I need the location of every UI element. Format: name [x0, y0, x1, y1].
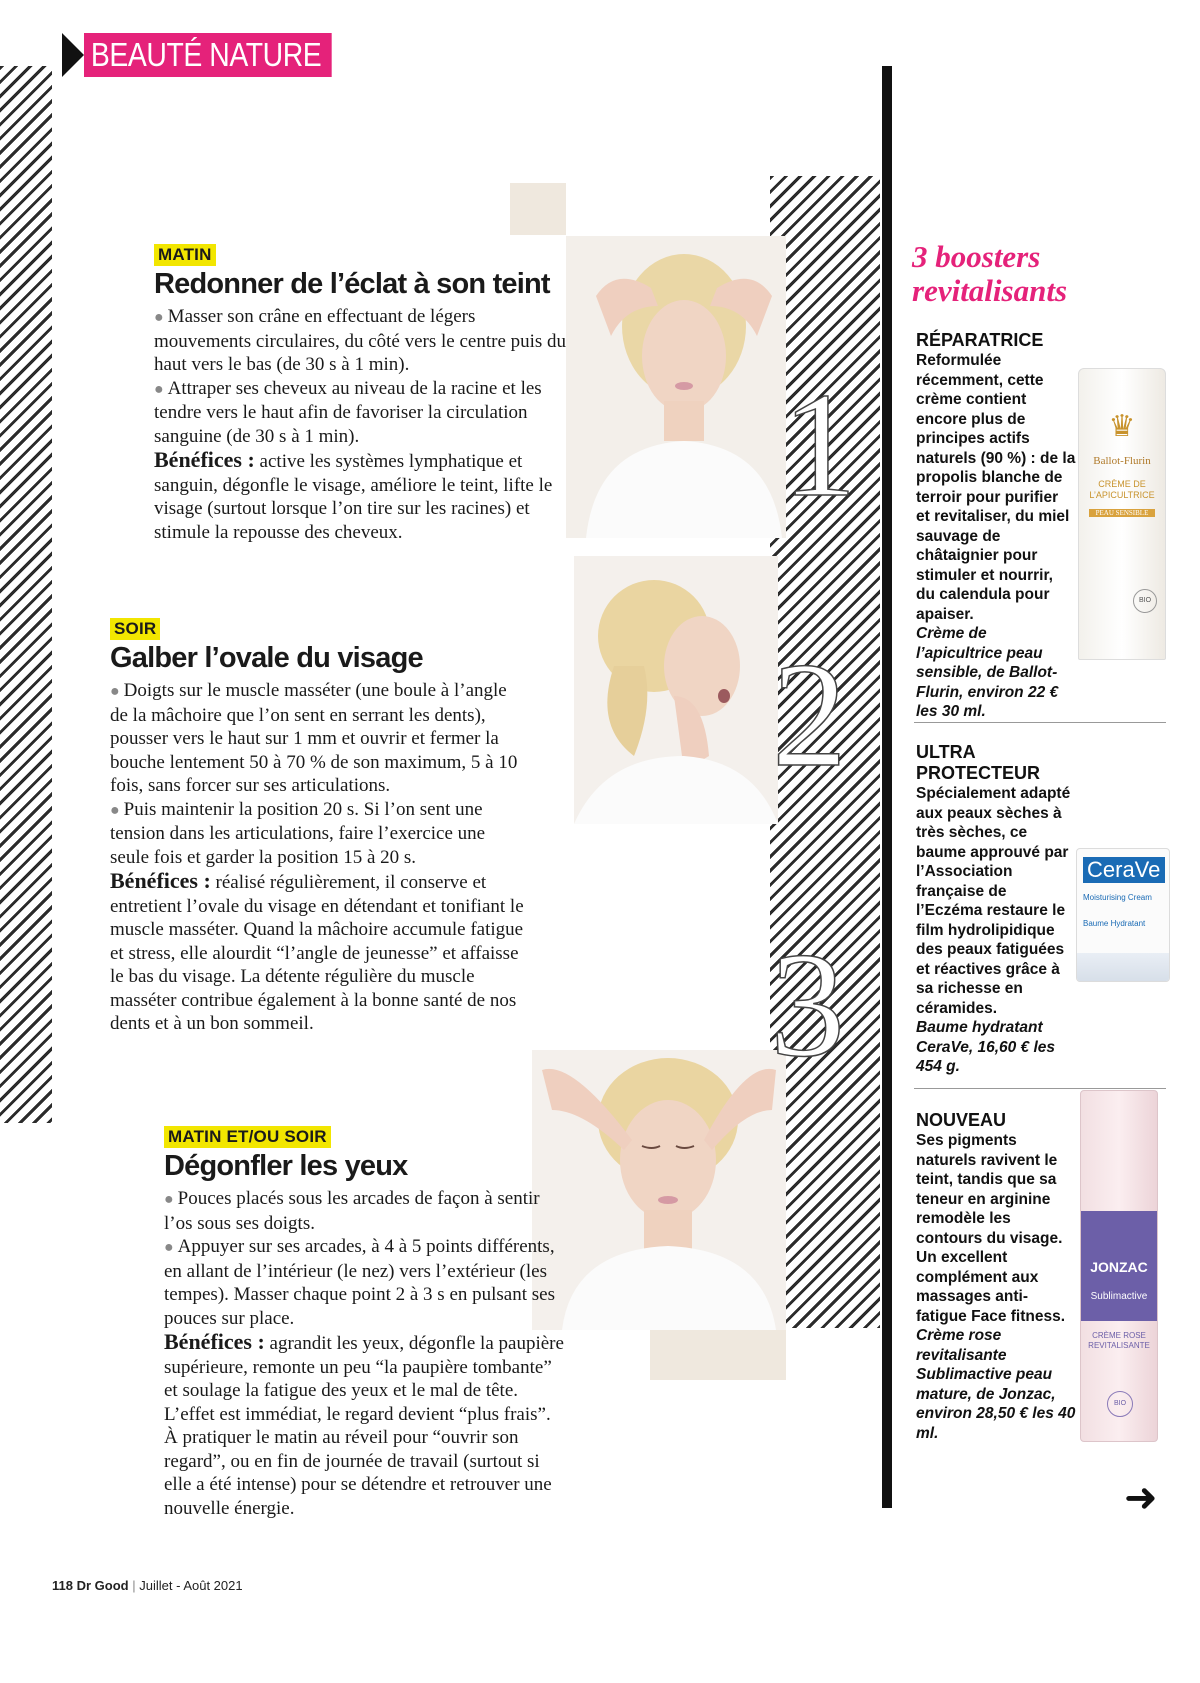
exercise-2-title: Galber l’ovale du visage	[110, 642, 423, 674]
sidebar-title-line: 3 boosters	[912, 239, 1041, 274]
product-1-pack-brand: Ballot-Flurin	[1093, 455, 1151, 467]
exercise-1-step: ● Attraper ses cheveux au niveau de la racine et les tendre vers le haut afin de favoriser la circulation sanguine (de 30 s à 1 min).	[154, 377, 542, 447]
sidebar-title	[912, 240, 1162, 308]
product-2	[916, 742, 1076, 1077]
product-2-description: Spécialement adapté aux peaux sèches à très sèches, ce baume approuvé par l’Association française de l’Eczéma restaure le film hydrolipidique des peaux fatiguées et réactives grâce à sa richesse en céramides.	[916, 785, 1071, 1017]
bullet-icon: ●	[154, 309, 168, 326]
product-2-pack-name: Moisturising Cream	[1083, 893, 1152, 902]
product-1-name: Crème de l’apicultrice peau sensible, de Ballot-Flurin, environ 22 € les 30 ml.	[916, 625, 1059, 720]
product-1-description: Reformulée récemment, cette crème contient encore plus de principes actifs naturels (90 %) : de la propolis blanche de terroir pour purifier et revitaliser, du miel sauvage de châtaignier pour stimuler et nourrir, du calendula pour apaiser.	[916, 352, 1076, 623]
product-1-pack	[1078, 368, 1166, 660]
sidebar-separator	[914, 722, 1166, 723]
bullet-icon: ●	[164, 1191, 178, 1208]
product-2-pack-sub: Baume Hydratant	[1083, 919, 1146, 928]
section-label: BEAUTÉ NATURE	[84, 33, 332, 77]
product-1-pack-name: CRÈME DE L’APICULTRICE	[1089, 479, 1155, 500]
exercise-3-benefits: Bénéfices : agrandit les yeux, dégonfle la paupière supérieure, remonte un peu “la paupière tombante” et soulage la fatigue des yeux et le mal de tête. L’effet est immédiat, le regard devient “plus frais”. À pratiquer le matin au réveil pour “ouvrir son regard”, ou en fin de journée de travail (surtout si elle a été intense) pour se détendre et retrouver une nouvelle énergie.	[164, 1329, 564, 1519]
bee-icon: ♛	[1108, 410, 1136, 443]
sidebar-title-line: revitalisants	[912, 273, 1068, 308]
exercise-1-benefits: Bénéfices : active les systèmes lymphatique et sanguin, dégonfle le visage, améliore le teint, lifte le visage (surtout lorsque l’on tire sur les racines) et stimule la repousse des cheveux.	[154, 447, 553, 543]
bullet-icon: ●	[164, 1239, 178, 1256]
exercise-1-step: ● Masser son crâne en effectuant de légers mouvements circulaires, du côté vers le centre puis du haut vers le bas (de 30 s à 1 min).	[154, 306, 567, 375]
exercise-3-title: Dégonfler les yeux	[164, 1150, 408, 1182]
exercise-2-kicker: SOIR	[110, 618, 160, 640]
product-3-pack-sub: CRÈME ROSE REVITALISANTE	[1088, 1331, 1150, 1350]
product-2-pack	[1076, 848, 1170, 982]
face-massage-photo-2	[574, 556, 778, 824]
product-3-pack-name: Sublimactive	[1090, 1291, 1148, 1302]
product-3-pack	[1080, 1090, 1158, 1442]
eye-massage-photo	[532, 1050, 786, 1330]
exercise-2-step: ● Puis maintenir la position 20 s. Si l’on sent une tension dans les articulations, faire l’exercice une seule fois et garder la position 15 à 20 s.	[110, 798, 486, 868]
next-page-arrow-icon: ➜	[1124, 1475, 1158, 1521]
exercise-3-step: ● Pouces placés sous les arcades de façon à sentir l’os sous ses doigts.	[164, 1188, 540, 1234]
page-number: 118	[52, 1578, 73, 1593]
bullet-icon: ●	[110, 801, 124, 819]
product-3-pack-brand: JONZAC	[1090, 1259, 1148, 1275]
exercise-2-body	[110, 679, 526, 1036]
exercise-1-body	[154, 305, 569, 544]
exercise-3-body	[164, 1187, 564, 1520]
exercise-2	[110, 618, 526, 1036]
photo-exercise-1	[566, 236, 786, 538]
bullet-icon: ●	[110, 683, 124, 700]
product-1-heading: RÉPARATRICE	[916, 330, 1044, 350]
column-divider	[882, 66, 892, 1508]
exercise-2-step: ● Doigts sur le muscle masséter (une boule à l’angle de la mâchoire que l’on sent en serrant les dents), pousser vers le haut sur 1 mm et ouvrir et fermer la bouche lentement 50 à 70 % de son maximum, 5 à 10 fois, sans forcer sur ses articulations.	[110, 680, 518, 796]
magazine-name: Dr Good	[76, 1578, 129, 1593]
exercise-1	[154, 244, 569, 544]
beige-bar	[510, 183, 566, 235]
photo-exercise-3	[532, 1050, 786, 1330]
step-number-2: 2	[772, 632, 847, 798]
issue-date: Juillet - Août 2021	[139, 1578, 243, 1593]
product-1	[916, 330, 1076, 722]
product-3-description: Ses pigments naturels ravivent le teint, tandis que sa teneur en arginine remodèle les contours du visage. Un excellent complément aux massages anti-fatigue Face fitness.	[916, 1132, 1066, 1325]
exercise-3	[164, 1126, 564, 1520]
sidebar-separator	[914, 1088, 1166, 1089]
exercise-3-kicker: MATIN ET/OU SOIR	[164, 1126, 331, 1148]
beige-bar	[650, 1330, 786, 1380]
product-1-pack-sub: PEAU SENSIBLE	[1089, 509, 1155, 517]
photo-exercise-2	[574, 556, 778, 824]
exercise-2-benefits: Bénéfices : réalisé régulièrement, il conserve et entretient l’ovale du visage en détendant et tonifiant le muscle masséter. Quand la mâchoire accumule fatigue et stress, elle alourdit “l’angle de jeunesse” et affaisse le bas du visage. La détente régulière du muscle masséter contribue également à la bonne santé de nos dents et à un bon sommeil.	[110, 868, 524, 1034]
exercise-3-step: ● Appuyer sur ses arcades, à 4 à 5 points différents, en allant de l’intérieur (le nez) vers l’extérieur (les tempes). Masser chaque point 2 à 3 s en pulsant ses pouces sur place.	[164, 1236, 555, 1329]
exercise-1-title: Redonner de l’éclat à son teint	[154, 268, 550, 300]
product-3-name: Crème rose revitalisante Sublimactive peau mature, de Jonzac, environ 28,50 € les 40 ml.	[916, 1327, 1076, 1442]
step-number-1: 1	[782, 362, 857, 528]
product-2-heading: ULTRA PROTECTEUR	[916, 742, 1041, 783]
bullet-icon: ●	[154, 380, 168, 398]
face-massage-photo-1	[566, 236, 786, 538]
product-2-pack-brand: CeraVe	[1083, 857, 1165, 883]
bio-badge-icon: BIO	[1133, 589, 1157, 613]
section-tag	[62, 33, 372, 77]
tag-arrow-icon	[62, 33, 84, 77]
product-3-heading: NOUVEAU	[916, 1110, 1007, 1130]
step-number-3: 3	[770, 922, 845, 1088]
bio-badge-icon: BIO	[1107, 1391, 1133, 1417]
product-3	[916, 1110, 1076, 1443]
page-footer: 118 Dr Good | Juillet - Août 2021	[52, 1578, 243, 1593]
exercise-1-kicker: MATIN	[154, 244, 216, 266]
left-hatch-strip	[0, 66, 52, 1123]
product-2-name: Baume hydratant CeraVe, 16,60 € les 454 g.	[916, 1019, 1056, 1075]
pack-base	[1077, 953, 1169, 981]
